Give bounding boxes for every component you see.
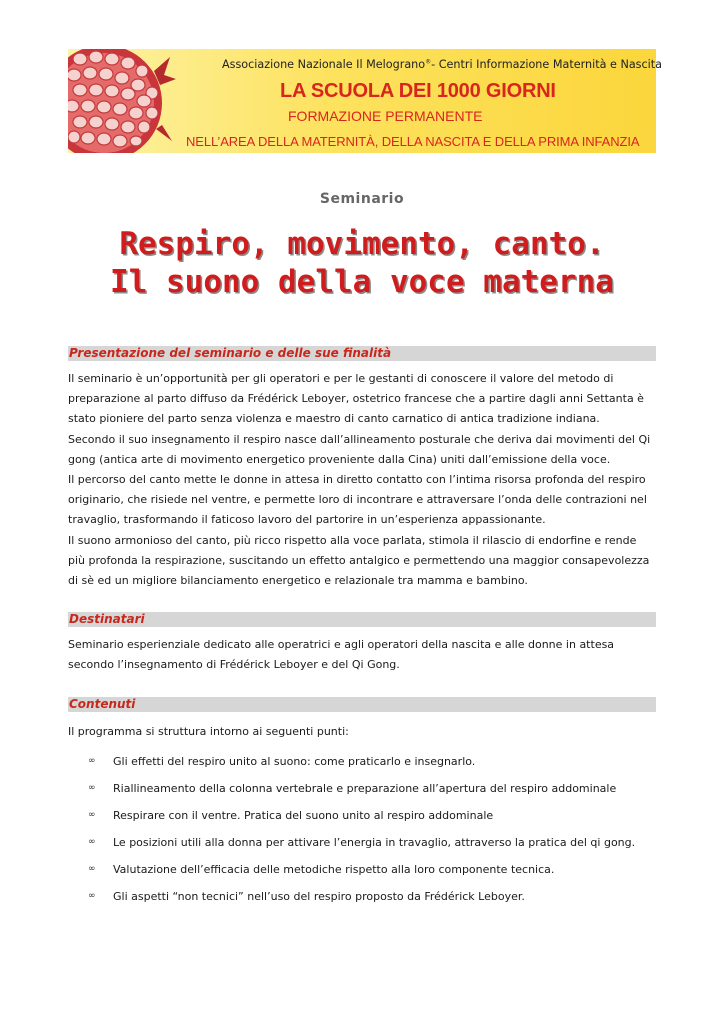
infinity-bullet-icon: ∞ [88,810,96,820]
paragraph-line: di sè ed un migliore bilanciamento energetico e relazionale tra mamma e bambino. [68,574,528,588]
association-name: Associazione Nazionale Il Melograno®- Centri Informazione Maternità e Nascita [222,58,663,71]
infinity-bullet-icon: ∞ [88,783,96,793]
formazione-label: FORMAZIONE PERMANENTE [288,108,483,124]
section-heading-contenuti: Contenuti [68,697,656,712]
school-title: LA SCUOLA DEI 1000 GIORNI [280,80,556,102]
contenuti-intro [68,722,668,742]
document-kind: Seminario [319,191,405,207]
infinity-bullet-icon: ∞ [88,864,96,874]
paragraph-line: Il percorso del canto mette le donne in attesa in diretto contatto con l’intima risorsa profonda del respiro [68,473,646,487]
paragraph-line: preparazione al parto diffuso da Frédérick Leboyer, ostetrico francese che a partire dagli anni Settanta è [68,392,644,406]
paragraph-line: gong (antica arte di movimento energetico proveniente dalla Cina) uniti dall’emissione della voce. [68,452,611,466]
paragraph-line: Il suono armonioso del canto, più ricco rispetto alla voce parlata, stimola il rilascio di endorfine e rende [68,533,637,547]
paragraph-line: travaglio, trasformando il faticoso lavoro del partorire in un’esperienza appassionante. [68,513,546,527]
area-label: NELL’AREA DELLA MATERNITÀ, DELLA NASCITA E DELLA PRIMA INFANZIA [186,134,640,149]
paragraph-line: secondo l’insegnamento di Frédérick Leboyer e del Qi Gong. [68,658,400,672]
paragraph-line: Il seminario è un’opportunità per gli operatori e per le gestanti di conoscere il valore del metodo di [68,372,614,385]
paragraph-line: Secondo il suo insegnamento il respiro nasce dall’allineamento posturale che deriva dai movimenti del Qi [68,432,651,446]
section-heading-destinatari: Destinatari [68,612,656,627]
section-body-destinatari [68,635,668,675]
paragraph-line: originario, che risiede nel ventre, e permette loro di incontrare e attraversare l’onda delle contrazioni nel [68,493,647,507]
section-body-presentazione [68,369,668,591]
infinity-bullet-icon: ∞ [88,837,96,847]
title-line-2: Il suono della voce materna [110,264,614,300]
pomegranate-icon [68,49,178,153]
section-heading-presentazione: Presentazione del seminario e delle sue finalità [68,346,656,361]
paragraph-line: Il programma si struttura intorno ai seguenti punti: [68,725,349,738]
infinity-bullet-icon: ∞ [88,891,96,901]
infinity-bullet-icon: ∞ [88,756,96,766]
paragraph-line: Seminario esperienziale dedicato alle operatrici e agli operatori della nascita e alle donne in attesa [68,638,615,651]
paragraph-line: più profonda la respirazione, suscitando un effetto antalgico e permettendo una maggior consapevolezza [68,553,650,567]
title-line-1: Respiro, movimento, canto. [119,226,605,262]
paragraph-line: stato pioniere del parto senza violenza e maestro di canto carnatico di antica tradizione indiana. [68,412,600,426]
